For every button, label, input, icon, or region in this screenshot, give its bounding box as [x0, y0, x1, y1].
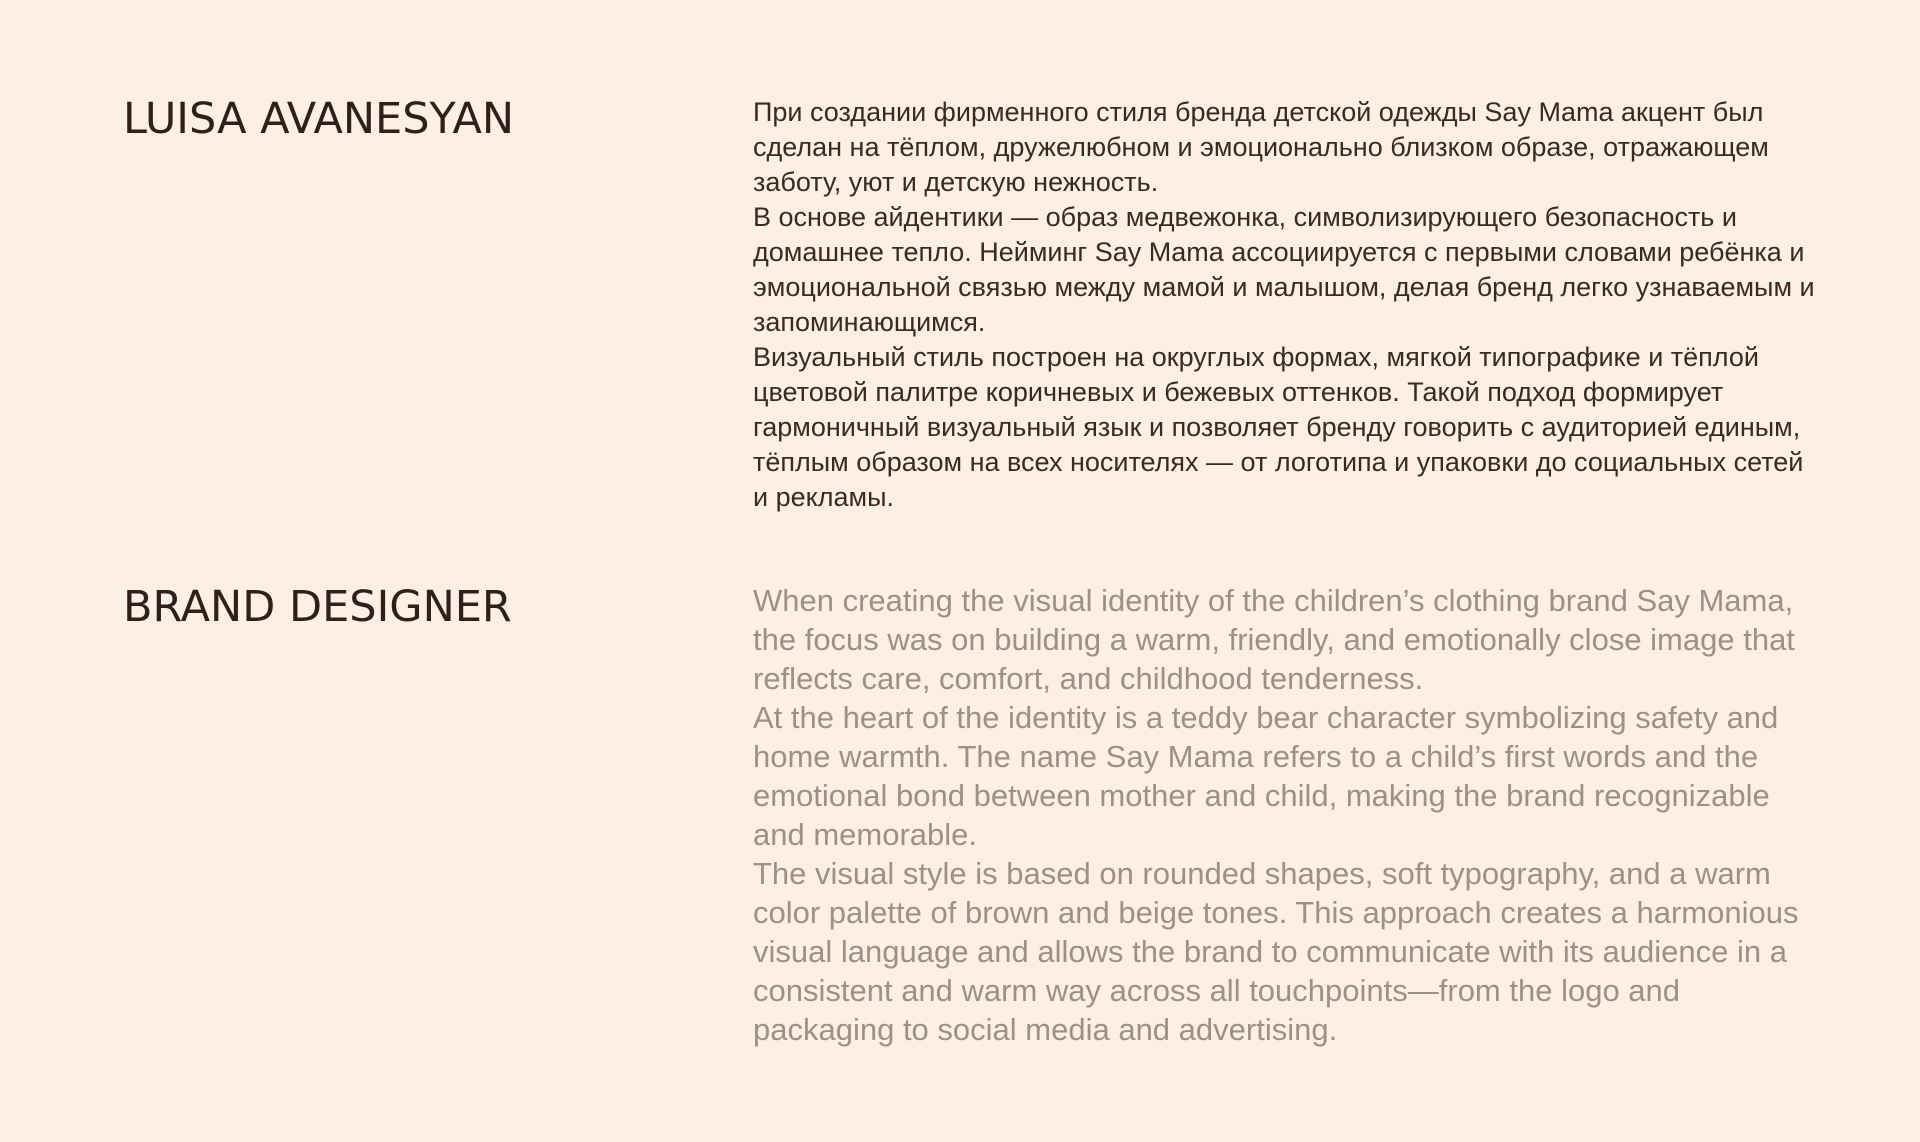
english-description	[753, 581, 1823, 1049]
english-paragraph-2: At the heart of the identity is a teddy bear character symbolizing safety and home warmth. The name Say Mama refers to a child’s first words and the emotional bond between mother and child, making the brand recognizable and memorable.	[753, 700, 1779, 852]
russian-paragraph-2: В основе айдентики — образ медвежонка, символизирующего безопасность и домашнее тепло. Нейминг Say Mama ассоциируется с первыми словами ребёнка и эмоциональной связью между мамой и малышом, делая бренд легко узнаваемым и запоминающимся.	[753, 202, 1815, 337]
english-paragraph-1: When creating the visual identity of the children’s clothing brand Say Mama, the focus was on building a warm, friendly, and emotionally close image that reflects care, comfort, and childhood tenderness.	[753, 583, 1795, 696]
designer-role: BRAND DESIGNER	[123, 582, 512, 632]
russian-paragraph-1: При создании фирменного стиля бренда детской одежды Say Mama акцент был сделан на тёплом, дружелюбном и эмоционально близком образе, отражающем заботу, уют и детскую нежность.	[753, 97, 1769, 197]
russian-description	[753, 95, 1823, 515]
designer-name: LUISA AVANESYAN	[123, 94, 515, 144]
english-paragraph-3: The visual style is based on rounded shapes, soft typography, and a warm color palette of brown and beige tones. This approach creates a harmonious visual language and allows the brand to communicate with its audience in a consistent and warm way across all touchpoints—from the logo and packaging to social media and advertising.	[753, 856, 1799, 1047]
russian-paragraph-3: Визуальный стиль построен на округлых формах, мягкой типографике и тёплой цветовой палитре коричневых и бежевых оттенков. Такой подход формирует гармоничный визуальный язык и позволяет бренду говорить с аудиторией единым, тёплым образом на всех носителях — от логотипа и упаковки до социальных сетей и рекламы.	[753, 342, 1804, 512]
